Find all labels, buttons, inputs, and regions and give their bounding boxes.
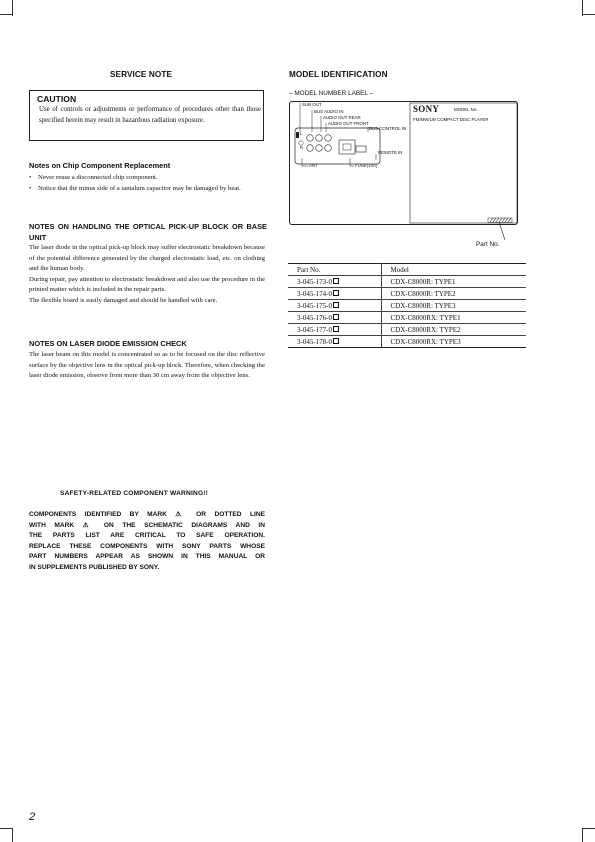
blank-square-icon <box>333 338 339 344</box>
jack-icon <box>316 145 323 152</box>
label-l: L <box>300 131 303 136</box>
safety-warning-title: SAFETY-RELATED COMPONENT WARNING!! <box>60 490 209 497</box>
label-remote-in: REMOTE IN <box>378 150 403 155</box>
leader-fuse <box>350 158 354 166</box>
jack-icon <box>307 135 314 142</box>
table-header-row <box>288 264 526 276</box>
bus-connector <box>339 140 355 154</box>
blank-square-icon <box>333 278 339 284</box>
label-bus-control-in: BUS CONTROL IN <box>369 126 407 131</box>
bullet-icon: • <box>29 174 32 181</box>
chip-bullets <box>29 173 265 194</box>
ant-socket <box>296 132 299 138</box>
crop-mark-bottom-right <box>582 828 583 842</box>
pickup-p1: The laser diode in the optical pick-up block may suffer electrostatic breakdown because of the potential difference generated by the charged electrostatic load, etc. on clothing and the human body. <box>29 244 265 273</box>
jack-icon <box>325 145 332 152</box>
table-row: 3-045-176-0 CDX-C8000RX: TYPE1 <box>288 312 526 324</box>
table-header-model: Model <box>381 264 526 276</box>
label-r: R <box>300 145 304 150</box>
fuse <box>356 146 366 152</box>
laser-text: The laser beam on this model is concentrated so as to be focused on the disc reflective surface by the objective lens in the optical pick-up block. Therefore, when checking the laser diode emission, observe from more than 30 cm away from the objective lens. <box>29 351 265 380</box>
crop-mark-top-left <box>12 0 13 16</box>
leader-ant <box>302 158 308 166</box>
label-audio-out-rear: AUDIO OUT REAR <box>323 115 361 120</box>
label-product: FM/MW/LW COMPACT DISC PLAYER <box>413 117 489 122</box>
label-model-no: MODEL No. <box>454 107 478 112</box>
chip-heading: Notes on Chip Component Replacement <box>29 161 171 170</box>
crop-mark-bottom-left-h <box>0 828 12 829</box>
laser-heading: NOTES ON LASER DIODE EMISSION CHECK <box>29 339 187 348</box>
label-bus-audio-in: BUS AUDIO IN <box>314 109 344 114</box>
caution-box <box>29 90 264 141</box>
crop-mark-bottom-right-h <box>583 828 595 829</box>
jack-icon <box>325 135 332 142</box>
model-number-label <box>289 101 518 225</box>
bus-connector-inner <box>343 144 351 150</box>
table-row: 3-045-178-0 CDX-C8000RX: TYPE3 <box>288 336 526 348</box>
part-no-callout-line <box>495 222 525 244</box>
crop-mark-top-left-h <box>0 14 12 15</box>
crop-mark-bottom-left <box>12 828 13 842</box>
label-audio-out-front: AUDIO OUT FRONT <box>328 121 369 126</box>
blank-square-icon <box>333 302 339 308</box>
table-row: 3-045-173-0 CDX-C8000R: TYPE1 <box>288 276 526 288</box>
chip-bullet-1: • Never reuse a disconnected chip component. <box>29 173 265 184</box>
pickup-text <box>29 243 265 307</box>
blank-square-icon <box>333 314 339 320</box>
label-sub-out: SUB OUT <box>302 102 322 107</box>
crop-mark-top-right-h <box>583 14 595 15</box>
jack-icon <box>307 145 314 152</box>
page-number: 2 <box>29 811 36 823</box>
jack-icon <box>316 135 323 142</box>
bullet-icon: • <box>29 184 32 192</box>
table-row: 3-045-177-0 CDX-C8000RX: TYPE2 <box>288 324 526 336</box>
part-no-callout: Part No. <box>476 241 500 248</box>
label-ant: ANT <box>309 163 318 168</box>
service-note-title: SERVICE NOTE <box>110 70 173 79</box>
pickup-p3: The flexible board is easily damaged and should be handled with care. <box>29 296 218 304</box>
chip-bullet-2: • Notice that the minus side of a tantalum capacitor may be damaged by heat. <box>29 184 265 195</box>
model-identification-title: MODEL IDENTIFICATION <box>289 70 388 79</box>
part-number-table <box>288 263 526 348</box>
sony-logo: SONY <box>413 104 440 114</box>
pickup-p2: During repair, pay attention to electrostatic breakdown and also use the procedure in the printed matter which is included in the repair parts. <box>29 275 265 294</box>
table-header-part-no: Part No. <box>288 264 381 276</box>
pickup-heading: NOTES ON HANDLING THE OPTICAL PICK-UP BLOCK OR BASE UNIT <box>29 222 267 242</box>
blank-square-icon <box>333 290 339 296</box>
label-caption: – MODEL NUMBER LABEL – <box>289 90 374 97</box>
blank-square-icon <box>333 326 339 332</box>
table-row: 3-045-174-0 CDX-C8000R: TYPE2 <box>288 288 526 300</box>
table-row: 3-045-175-0 CDX-C8000R: TYPE3 <box>288 300 526 312</box>
caution-title: CAUTION <box>37 94 77 104</box>
caution-text: Use of controls or adjustments or performance of procedures other than those specified herein may result in hazardous radiation exposure. <box>39 106 261 124</box>
label-fuse: FUSE(10A) <box>355 163 378 168</box>
safety-warning-text: COMPONENTS IDENTIFIED BY MARK ⚠ OR DOTTED LINE WITH MARK ⚠ ON THE SCHEMATIC DIAGRAMS AND IN THE PARTS LIST ARE CRITICAL TO SAFE OPERATION. REPLACE THESE COMPONENTS WITH SONY PARTS WHOSE PART NUMBERS APPEAR AS SHOWN IN THIS MANUAL OR IN SUPPLEMENTS PUBLISHED BY SONY. <box>29 511 265 571</box>
